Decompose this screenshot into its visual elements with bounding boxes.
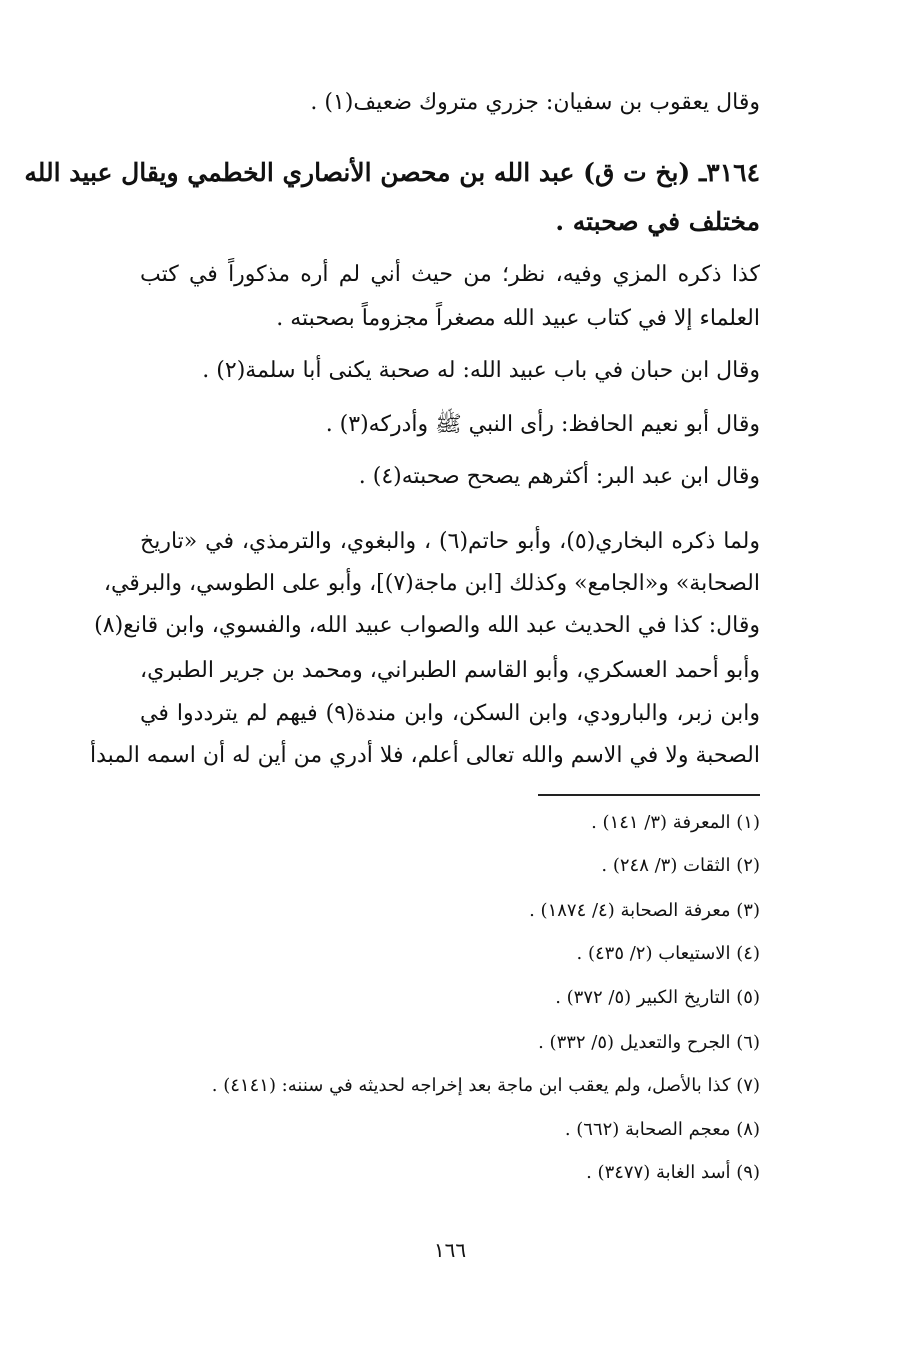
- footnote-1: (١) المعرفة (٣/ ١٤١) .: [591, 812, 760, 833]
- footnote-2: (٢) الثقات (٣/ ٢٤٨) .: [601, 855, 760, 876]
- footnote-9: (٩) أسد الغابة (٣٤٧٧) .: [586, 1162, 760, 1183]
- footnote-5: (٥) التاريخ الكبير (٥/ ٣٧٢) .: [555, 987, 760, 1008]
- text-line-8: الصحابة» و«الجامع» وكذلك [ابن ماجة(٧)]، وأبو على الطوسي، والبرقي،: [103, 571, 760, 596]
- text-line-5: وقال أبو نعيم الحافظ: رأى النبي ﷺ وأدركه(٣) .: [325, 412, 760, 437]
- footnote-7: (٧) كذا بالأصل، ولم يعقب ابن ماجة بعد إخراجه لحديثه في سننه: (٤١٤١) .: [211, 1075, 760, 1096]
- footnote-8: (٨) معجم الصحابة (٦٦٢) .: [564, 1119, 760, 1140]
- page-number: ١٦٦: [433, 1238, 467, 1262]
- text-line-2: كذا ذكره المزي وفيه، نظر؛ من حيث أني لم أره مذكوراً في كتب: [140, 262, 760, 287]
- text-line-11: وابن زبر، والبارودي، وابن السكن، وابن مندة(٩) فيهم لم يترددوا في: [140, 701, 760, 726]
- text-line-9: وقال: كذا في الحديث عبد الله والصواب عبيد الله، والفسوي، وابن قانع(٨): [94, 613, 760, 638]
- text-line-6: وقال ابن عبد البر: أكثرهم يصحح صحبته(٤) .: [358, 464, 760, 489]
- footnote-4: (٤) الاستيعاب (٢/ ٤٣٥) .: [576, 943, 760, 964]
- text-line-12: الصحبة ولا في الاسم والله تعالى أعلم، فلا أدري من أين له أن اسمه المبدأ: [89, 743, 760, 768]
- text-line-1: وقال يعقوب بن سفيان: جزري متروك ضعيف(١) .: [310, 90, 760, 115]
- entry-heading-line-2: مختلف في صحبته .: [555, 207, 760, 236]
- text-line-4: وقال ابن حبان في باب عبيد الله: له صحبة يكنى أبا سلمة(٢) .: [202, 358, 760, 383]
- text-line-7: ولما ذكره البخاري(٥)، وأبو حاتم(٦) ، والبغوي، والترمذي، في «تاريخ: [140, 529, 760, 554]
- footnote-6: (٦) الجرح والتعديل (٥/ ٣٣٢) .: [538, 1032, 760, 1053]
- entry-heading-line-1: ٣١٦٤ـ (بخ ت ق) عبد الله بن محصن الأنصاري الخطمي ويقال عبيد الله: [24, 158, 760, 187]
- text-line-10: وأبو أحمد العسكري، وأبو القاسم الطبراني، ومحمد بن جرير الطبري،: [140, 658, 760, 683]
- text-line-3: العلماء إلا في كتاب عبيد الله مصغراً مجزوماً بصحبته .: [276, 306, 760, 331]
- footnote-separator: [538, 794, 760, 796]
- footnote-3: (٣) معرفة الصحابة (٤/ ١٨٧٤) .: [529, 900, 760, 921]
